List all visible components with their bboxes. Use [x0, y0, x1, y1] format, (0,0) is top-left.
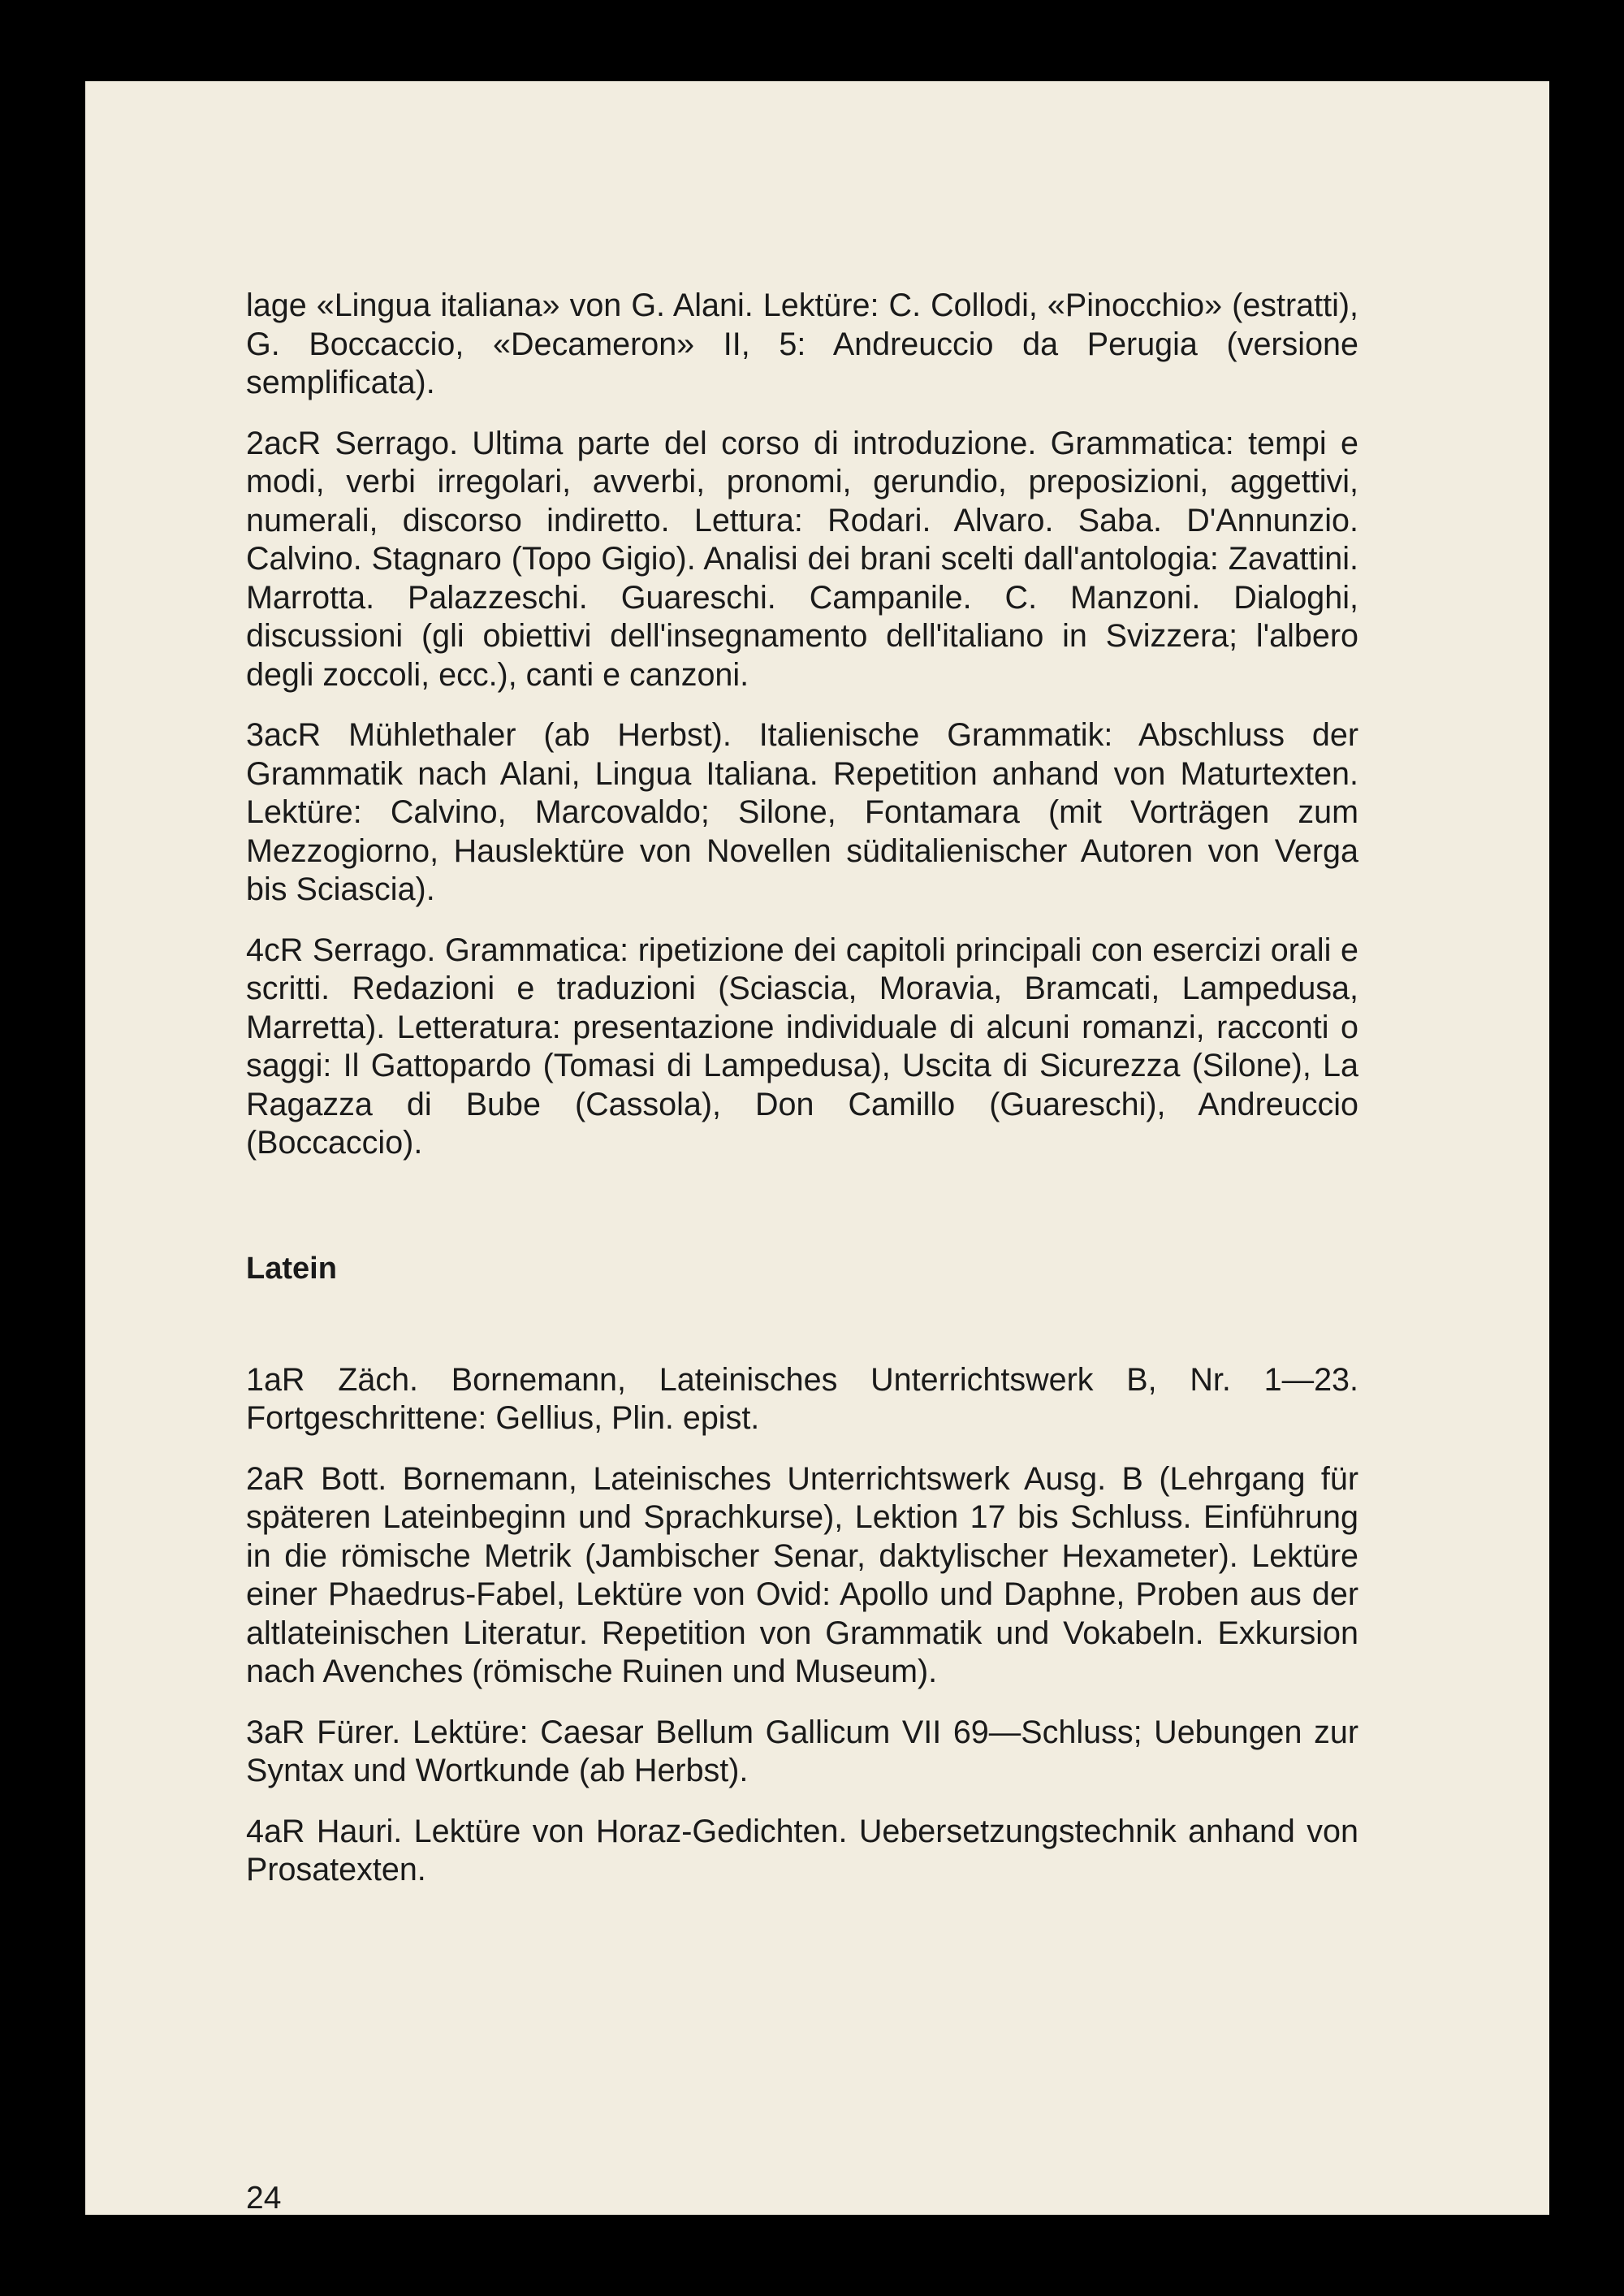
document-page [85, 81, 1549, 2215]
paragraph-italian-2acr: 2acR Serrago. Ultima parte del corso di introduzione. Grammatica: tempi e modi, verbi irregolari, avverbi, pronomi, gerundio, preposizioni, aggettivi, numerali, discorso indiretto. Lettura: Rodari. Alvaro. Saba. D'Annunzio. Calvino. Stagnaro (Topo Gigio). Analisi dei brani scelti dall'antologia: Zavattini. Marrotta. Palazzeschi. Guareschi. Campanile. C. Manzoni. Dialoghi, discussioni (gli obiettivi dell'insegnamento dell'italiano in Svizzera; l'albero degli zoccoli, ecc.), canti e canzoni. [246, 425, 1358, 693]
paragraph-latin-4ar: 4aR Hauri. Lektüre von Horaz-Gedichten. Uebersetzungstechnik anhand von Prosatexten. [246, 1813, 1358, 1887]
page-text-block [246, 287, 1358, 1912]
paragraph-italian-lage: lage «Lingua italiana» von G. Alani. Lektüre: C. Collodi, «Pinocchio» (estratti), G. Boccaccio, «Decameron» II, 5: Andreuccio da Perugia (versione semplificata). [246, 288, 1358, 400]
paragraph-italian-4cr: 4cR Serrago. Grammatica: ripetizione dei capitoli principali con esercizi orali e scritti. Redazioni e traduzioni (Sciascia, Moravia, Bramcati, Lampedusa, Marretta). Letteratura: presentazione individuale di alcuni romanzi, racconti o saggi: Il Gattopardo (Tomasi di Lampedusa), Uscita di Sicurezza (Silone), La Ragazza di Bube (Cassola), Don Camillo (Guareschi), Andreuccio (Boccaccio). [246, 932, 1358, 1161]
paragraph-italian-3acr: 3acR Mühlethaler (ab Herbst). Italienische Grammatik: Abschluss der Grammatik nach Alani, Lingua Italiana. Repetition anhand von Maturtexten. Lektüre: Calvino, Marcovaldo; Silone, Fontamara (mit Vorträgen zum Mezzogiorno, Hauslektüre von Novellen süditalienischer Autoren von Verga bis Sciascia). [246, 717, 1358, 907]
paragraph-latin-1ar: 1aR Zäch. Bornemann, Lateinisches Unterrichtswerk B, Nr. 1—23. Fortgeschrittene: Gellius, Plin. epist. [246, 1361, 1358, 1436]
page-number: 24 [246, 2181, 282, 2216]
paragraph-latin-2ar: 2aR Bott. Bornemann, Lateinisches Unterrichtswerk Ausg. B (Lehrgang für späteren Lateinbeginn und Sprachkurse), Lektion 17 bis Schluss. Einführung in die römische Metrik (Jambischer Senar, daktylischer Hexameter). Lektüre einer Phaedrus-Fabel, Lektüre von Ovid: Apollo und Daphne, Proben aus der altlateinischen Literatur. Repetition von Grammatik und Vokabeln. Exkursion nach Avenches (römische Ruinen und Museum). [246, 1460, 1358, 1689]
paragraph-latin-3ar: 3aR Fürer. Lektüre: Caesar Bellum Gallicum VII 69—Schluss; Uebungen zur Syntax und Wortkunde (ab Herbst). [246, 1714, 1358, 1788]
section-heading-latein: Latein [246, 1251, 337, 1286]
